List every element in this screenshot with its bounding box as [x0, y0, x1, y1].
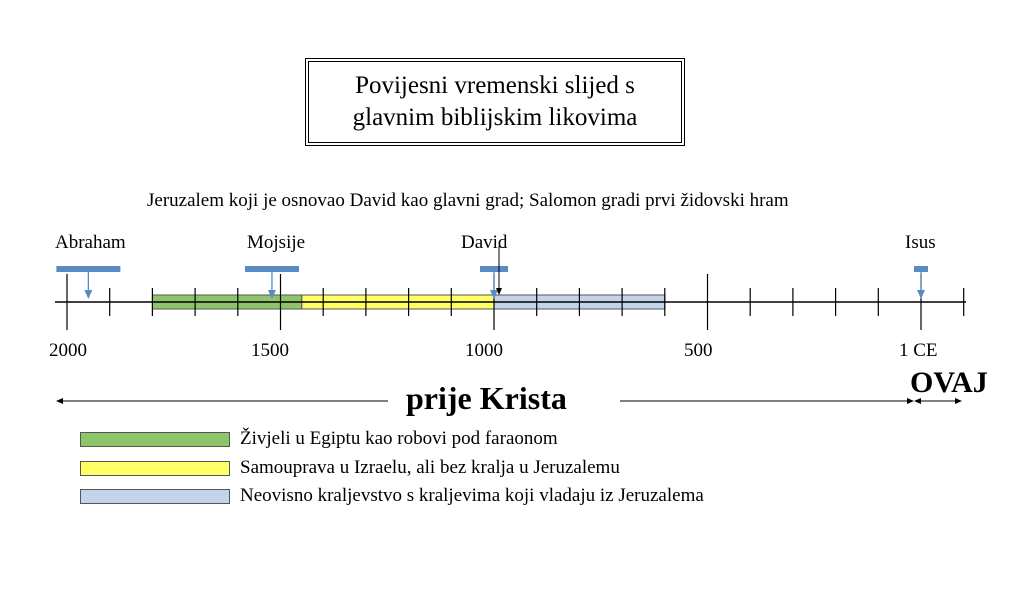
legend-swatch-yellow [80, 461, 230, 476]
axis-label-1ce: 1 CE [899, 340, 938, 361]
person-marker-abraham [56, 266, 120, 272]
person-marker-david [480, 266, 508, 272]
person-arrowhead-isus [917, 290, 925, 299]
person-label-mojsije: Mojsije [247, 232, 306, 253]
title-line-2: glavnim biblijskim likovima [352, 104, 638, 131]
legend-item-egypt [80, 430, 558, 448]
era-arrowhead-left [56, 398, 63, 404]
axis-label-2000: 2000 [49, 340, 87, 361]
legend-label-selfrule: Samouprava u Izraelu, ali bez kralja u Jeruzalemu [240, 457, 620, 478]
person-marker-mojsije [245, 266, 299, 272]
axis-label-1500: 1500 [251, 340, 289, 361]
legend-swatch-green [80, 432, 230, 447]
era-label-bc: prije Krista [406, 380, 567, 416]
era-label-ce: OVAJ [910, 366, 988, 399]
legend-item-selfrule [80, 459, 620, 477]
person-label-isus: Isus [905, 232, 936, 253]
person-label-david: David [461, 232, 508, 253]
legend-label-kingdom: Neovisno kraljevstvo s kraljevima koji vladaju iz Jeruzalema [240, 485, 704, 506]
capital-note: Jeruzalem koji je osnovao David kao glavni grad; Salomon gradi prvi židovski hram [147, 190, 789, 211]
person-markers [56, 266, 928, 299]
person-marker-isus [914, 266, 928, 272]
legend-label-egypt: Živjeli u Egiptu kao robovi pod faraonom [240, 428, 558, 449]
axis-label-1000: 1000 [465, 340, 503, 361]
legend-swatch-blue [80, 489, 230, 504]
title-line-1: Povijesni vremenski slijed s [355, 72, 635, 99]
person-arrowhead-abraham [84, 290, 92, 299]
axis-label-500: 500 [684, 340, 713, 361]
legend-item-kingdom [80, 487, 704, 505]
person-label-abraham: Abraham [55, 232, 126, 253]
